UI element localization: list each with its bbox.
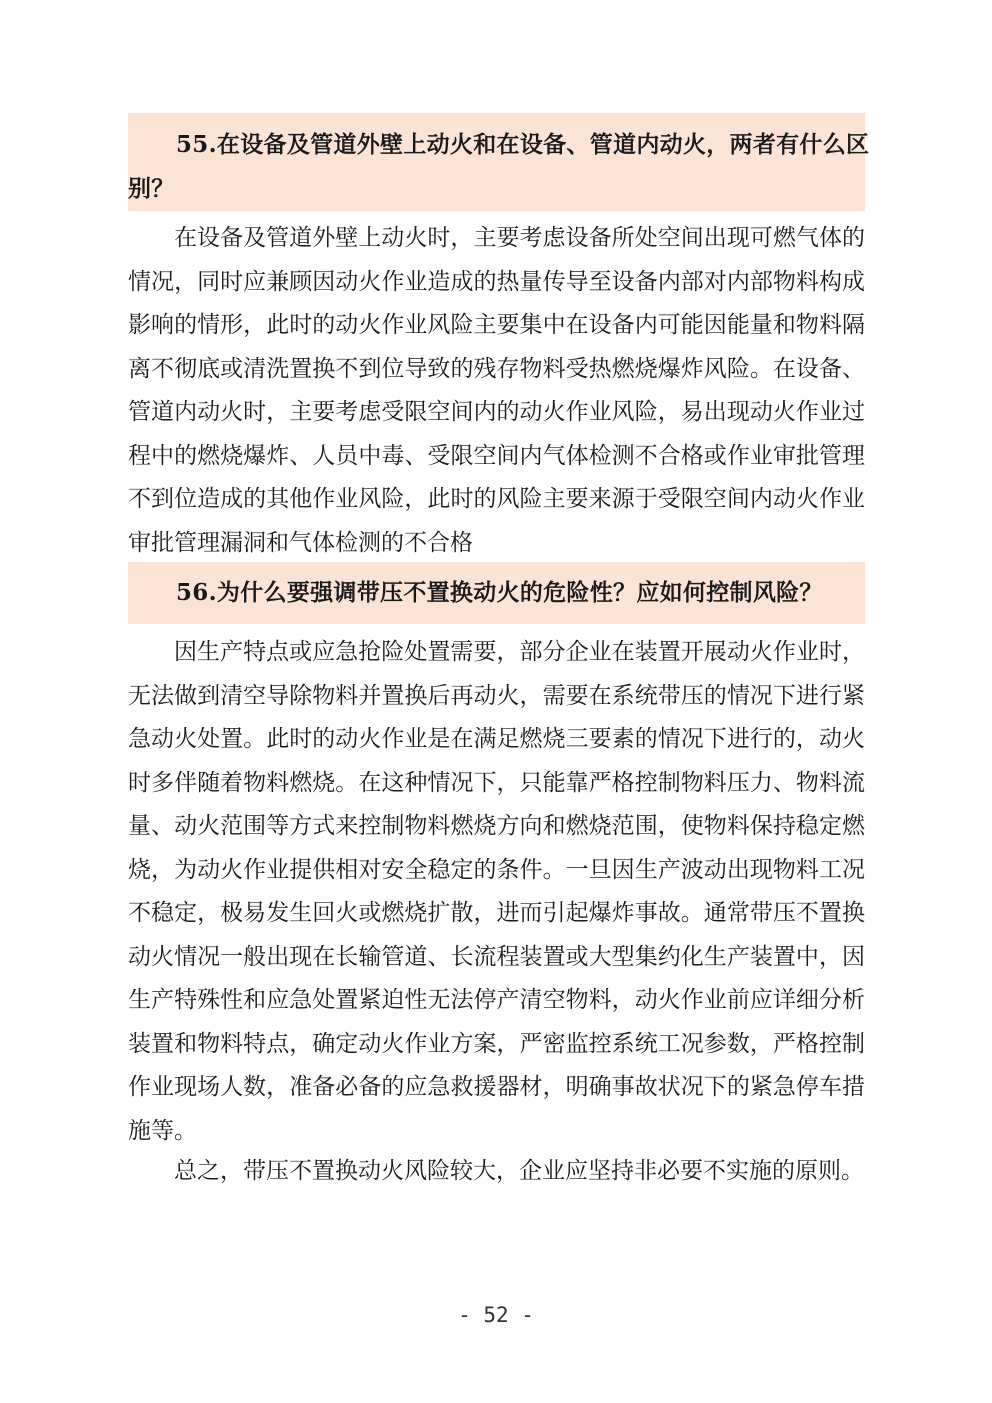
question-56-heading [128,562,865,624]
answer-56-line: 施等。 [128,1117,197,1144]
answer-55-line: 影响的情形，此时的动火作业风险主要集中在设备内可能因能量和物料隔 [128,312,865,338]
question-55-heading [128,113,870,211]
answer-56-line: 烧，为动火作业提供相对安全稳定的条件。一旦因生产波动出现物料工况 [128,856,865,883]
answer-56-line: 生产特殊性和应急处置紧迫性无法停产清空物料，动火作业前应详细分析 [128,987,865,1013]
answer-55-line: 不到位造成的其他作业风险，此时的风险主要来源于受限空间内动火作业 [128,486,865,512]
answer-56-paragraph [128,631,865,1153]
answer-56-line: 因生产特点或应急抢险处置需要，部分企业在装置开展动火作业时， [174,639,865,665]
answer-55-line: 管道内动火时，主要考虑受限空间内的动火作业风险，易出现动火作业过 [128,399,865,425]
answer-56-line: 不稳定，极易发生回火或燃烧扩散，进而引起爆炸事故。通常带压不置换 [128,900,865,926]
answer-55-line: 离不彻底或清洗置换不到位导致的残存物料受热燃烧爆炸风险。在设备、 [128,355,865,382]
answer-56-line: 急动火处置。此时的动火作业是在满足燃烧三要素的情况下进行的，动火 [128,726,865,752]
answer-56-line: 动火情况一般出现在长输管道、长流程装置或大型集约化生产装置中，因 [128,943,865,970]
answer-55-line: 审批管理漏洞和气体检测的不合格 [128,529,473,556]
question-56-text: 56.为什么要强调带压不置换动火的危险性？应如何控制风险？ [176,579,823,606]
summary-paragraph [128,1150,865,1194]
answer-56-line: 无法做到清空导除物料并置换后再动火，需要在系统带压的情况下进行紧 [128,682,865,709]
question-55-line-2: 别？ [128,175,175,202]
summary-line: 总之，带压不置换动火风险较大，企业应坚持非必要不实施的原则。 [174,1158,864,1184]
answer-55-line: 情况，同时应兼顾因动火作业造成的热量传导至设备内部对内部物料构成 [128,268,865,295]
answer-55-paragraph [128,217,865,565]
answer-55-line: 在设备及管道外壁上动火时，主要考虑设备所处空间出现可燃气体的 [174,225,865,251]
answer-56-line: 装置和物料特点，确定动火作业方案，严密监控系统工况参数，严格控制 [128,1030,865,1057]
answer-55-line: 程中的燃烧爆炸、人员中毒、受限空间内气体检测不合格或作业审批管理 [128,442,865,469]
answer-56-line: 时多伴随着物料燃烧。在这种情况下，只能靠严格控制物料压力、物料流 [128,769,865,796]
answer-56-line: 量、动火范围等方式来控制物料燃烧方向和燃烧范围，使物料保持稳定燃 [128,813,865,839]
question-55-text [128,123,870,211]
answer-56-line: 作业现场人数，准备必备的应急救援器材，明确事故状况下的紧急停车措 [128,1074,865,1100]
question-55-line-1: 55.在设备及管道外壁上动火和在设备、管道内动火，两者有什么区 [176,131,870,158]
page-number: - 52 - [458,1303,534,1327]
